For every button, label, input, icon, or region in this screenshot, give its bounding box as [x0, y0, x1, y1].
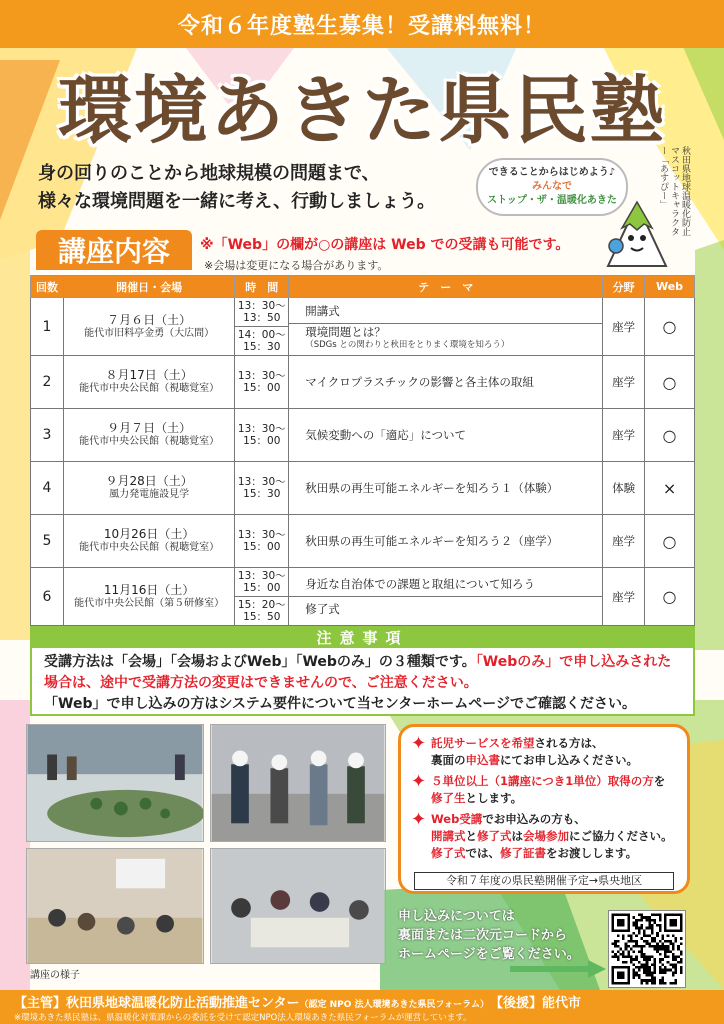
theme-text: 修了式: [305, 602, 340, 616]
course-heading: 講座内容: [36, 230, 192, 270]
session-theme: [289, 409, 603, 462]
theme-text: 秋田県の再生可能エネルギーを知ろう１（体験）: [305, 481, 559, 495]
photo-group-work: [210, 848, 386, 964]
top-banner: 令和６年度塾生募集！受講料無料！: [0, 0, 724, 48]
time-end: 15：30: [243, 488, 281, 500]
info-text: 開講式: [431, 829, 466, 843]
session-date-venue: [63, 409, 234, 462]
time-start: 13：30〜: [237, 570, 286, 582]
session-date-venue: [63, 356, 234, 409]
info-text: を: [653, 774, 666, 788]
table-row: [31, 356, 695, 409]
supporter: 【後援】能代市: [490, 996, 582, 1011]
bubble-line-1: できることからはじめよう♪: [488, 167, 616, 178]
session-date: ８月17日（土）: [105, 368, 193, 382]
info-text: 託児サービスを希望: [431, 736, 535, 750]
session-web-availability: ○: [645, 568, 695, 626]
session-date-venue: [63, 462, 234, 515]
col-header-date: 開催日・会場: [63, 276, 234, 298]
organizer: [14, 992, 489, 1011]
session-venue: 能代市旧料亭金勇（大広間）: [84, 327, 215, 339]
time-end: 13：50: [243, 312, 281, 324]
table-header-row: [31, 276, 695, 298]
organizer-name: 【主管】秋田県地球温暖化防止活動推進センター: [14, 996, 300, 1011]
time-end: 15：00: [243, 435, 281, 447]
footer-note: ※環境あきた県民塾は、県温暖化対策課からの委託を受けて認定NPO法人環境あきた県民フォーラムが運営しています。: [14, 1013, 472, 1023]
footer: [0, 990, 724, 1024]
time-end: 15：50: [243, 611, 281, 623]
photo-classroom-model: [26, 724, 204, 842]
notice-text-3: 「Web」で申し込みの方はシステム要件について当センターホームページでご確認ください。: [44, 696, 636, 712]
info-box: [398, 724, 690, 894]
info-text: 裏面の: [431, 753, 466, 767]
theme-text: マイクロプラスチックの影響と各主体の取組: [305, 375, 534, 389]
time-start: 14：00〜: [237, 329, 286, 341]
theme-subtext: （SDGs との関わりと秋田をとりまく環境を知ろう）: [305, 340, 510, 350]
info-text: にご協力ください。: [569, 829, 673, 843]
session-web-availability: ○: [645, 409, 695, 462]
info-text: 申込書: [465, 753, 500, 767]
session-web-availability: ○: [645, 356, 695, 409]
info-text: ５単位以上（1講座につき1単位）取得の方: [431, 774, 654, 788]
session-time: [235, 356, 289, 409]
session-field: 座学: [603, 568, 645, 626]
session-number: 3: [31, 409, 64, 462]
session-web-availability: ○: [645, 515, 695, 568]
theme-text: 身近な自治体での課題と取組について知ろう: [305, 577, 536, 591]
table-row: [31, 515, 695, 568]
time-end: 15：00: [243, 382, 281, 394]
info-text: では、: [465, 846, 500, 860]
session-venue: 能代市中央公民館（視聴覚室）: [79, 383, 220, 394]
info-text: される方は、: [534, 736, 604, 750]
apply-line-3: ホームページをご覧ください。: [398, 947, 580, 962]
session-number: 6: [31, 568, 64, 626]
session-venue: 能代市中央公民館（視聴覚室）: [79, 542, 220, 553]
session-time: [235, 515, 289, 568]
apply-line-1: 申し込みについては: [398, 909, 515, 924]
session-time: [235, 462, 289, 515]
next-year-plan: 令和７年度の県民塾開催予定→県央地区: [414, 872, 674, 890]
time-start: 13：30〜: [237, 476, 286, 488]
theme-text: 秋田県の再生可能エネルギーを知ろう２（座学）: [305, 534, 559, 548]
info-text: にてお申し込みください。: [500, 753, 638, 767]
notice-text-1a: 受講方法は「会場」「会場およびWeb」「Webのみ」の３種類です。: [44, 654, 476, 670]
session-theme: [289, 568, 603, 626]
session-theme: [289, 462, 603, 515]
session-number: 1: [31, 298, 64, 356]
star-icon: ✦: [411, 809, 427, 830]
time-start: 13：30〜: [237, 423, 286, 435]
info-text: 修了式: [431, 846, 466, 860]
session-theme: [289, 356, 603, 409]
session-date-venue: [63, 568, 234, 626]
session-venue: 能代市中央公民館（視聴覚室）: [79, 436, 220, 447]
table-row: [31, 568, 695, 626]
col-header-no: 回数: [31, 276, 64, 298]
organizer-note: （認定 NPO 法人環境あきた県民フォーラム）: [299, 1000, 489, 1010]
bubble-line-2: みんなで: [532, 181, 572, 192]
col-header-theme: テ ー マ: [289, 276, 603, 298]
table-row: [31, 409, 695, 462]
table-row: [31, 298, 695, 356]
session-field: 座学: [603, 515, 645, 568]
session-venue: 風力発電施設見学: [109, 489, 190, 500]
theme-text: 開講式: [305, 304, 340, 318]
venue-note: ※会場は変更になる場合があります。: [204, 259, 389, 272]
apply-line-2: 裏面または二次元コードから: [398, 928, 568, 943]
session-venue: 能代市中央公民館（第５研修室）: [74, 597, 225, 609]
web-note: ※「Web」の欄が○の講座は Web での受講も可能です。: [200, 237, 570, 253]
session-number: 2: [31, 356, 64, 409]
notice-text-1b: 「Webのみ」で申し込みされた: [475, 654, 672, 670]
info-text: 会場参加: [523, 829, 569, 843]
session-field: 座学: [603, 298, 645, 356]
session-time: [235, 409, 289, 462]
session-number: 4: [31, 462, 64, 515]
session-web-availability: ×: [645, 462, 695, 515]
info-text: でお申込みの方も、: [482, 812, 586, 826]
info-item-completion: [411, 773, 679, 807]
intro-text: [38, 160, 478, 216]
time-end: 15：00: [243, 582, 281, 594]
info-text: 修了証書: [500, 846, 546, 860]
apply-text: [398, 907, 598, 964]
session-date-venue: [63, 298, 234, 356]
intro-line-1: 身の回りのことから地球規模の問題まで、: [38, 163, 380, 184]
star-icon: ✦: [411, 733, 427, 754]
session-time: [235, 568, 289, 626]
info-text: は: [511, 829, 523, 843]
course-schedule-table: [30, 275, 695, 626]
col-header-time: 時 間: [235, 276, 289, 298]
session-field: 座学: [603, 356, 645, 409]
star-icon: ✦: [411, 771, 427, 792]
arrow-right-icon: [510, 960, 606, 978]
theme-text: 環境問題とは？: [305, 325, 386, 339]
session-date: 10月26日（土）: [103, 527, 195, 541]
mascot-caption: 秋田県地球温暖化防止マスコットキャラクター「あすぴー」: [658, 146, 690, 236]
session-date: 11月16日（土）: [103, 582, 195, 597]
intro-line-2: 様々な環境問題を一緒に考え、行動しましょう。: [38, 191, 436, 212]
info-item-web: [411, 811, 679, 862]
session-field: 体験: [603, 462, 645, 515]
info-text: をお渡しします。: [546, 846, 638, 860]
session-date: ９月28日（土）: [105, 474, 193, 488]
notice-text-2: 場合は、途中で受講方法の変更はできませんので、ご注意ください。: [44, 675, 478, 691]
session-number: 5: [31, 515, 64, 568]
photo-lecture-room: [26, 848, 204, 964]
notice-box: [30, 648, 695, 716]
time-end: 15：30: [243, 341, 281, 353]
session-time: [235, 298, 289, 356]
col-header-web: Web: [645, 276, 695, 298]
table-row: [31, 462, 695, 515]
time-start: 15：20〜: [237, 599, 286, 611]
time-start: 13：30〜: [237, 300, 286, 312]
page-title: 環境あきた県民塾: [58, 68, 666, 154]
session-date-venue: [63, 515, 234, 568]
time-start: 13：30〜: [237, 370, 286, 382]
info-text: 修了生: [431, 791, 466, 805]
time-start: 13：30〜: [237, 529, 286, 541]
notice-heading: 注意事項: [30, 626, 695, 648]
info-text: とします。: [465, 791, 523, 805]
session-web-availability: ○: [645, 298, 695, 356]
info-text: と: [465, 829, 477, 843]
time-end: 15：00: [243, 541, 281, 553]
session-date: ９月７日（土）: [107, 421, 192, 435]
session-date: ７月６日（土）: [107, 312, 192, 327]
session-field: 座学: [603, 409, 645, 462]
photo-site-visit: [210, 724, 386, 842]
bubble-line-3: ストップ・ザ・温暖化あきた: [487, 195, 617, 206]
info-text: 修了式: [477, 829, 512, 843]
info-item-childcare: [411, 735, 679, 769]
photo-caption: 講座の様子: [30, 970, 80, 981]
session-theme: [289, 515, 603, 568]
qr-code-icon[interactable]: [608, 910, 686, 988]
col-header-field: 分野: [603, 276, 645, 298]
theme-text: 気候変動への「適応」について: [305, 428, 467, 442]
mascot-icon: [598, 194, 676, 272]
info-text: Web受講: [431, 812, 483, 826]
session-theme: [289, 298, 603, 356]
